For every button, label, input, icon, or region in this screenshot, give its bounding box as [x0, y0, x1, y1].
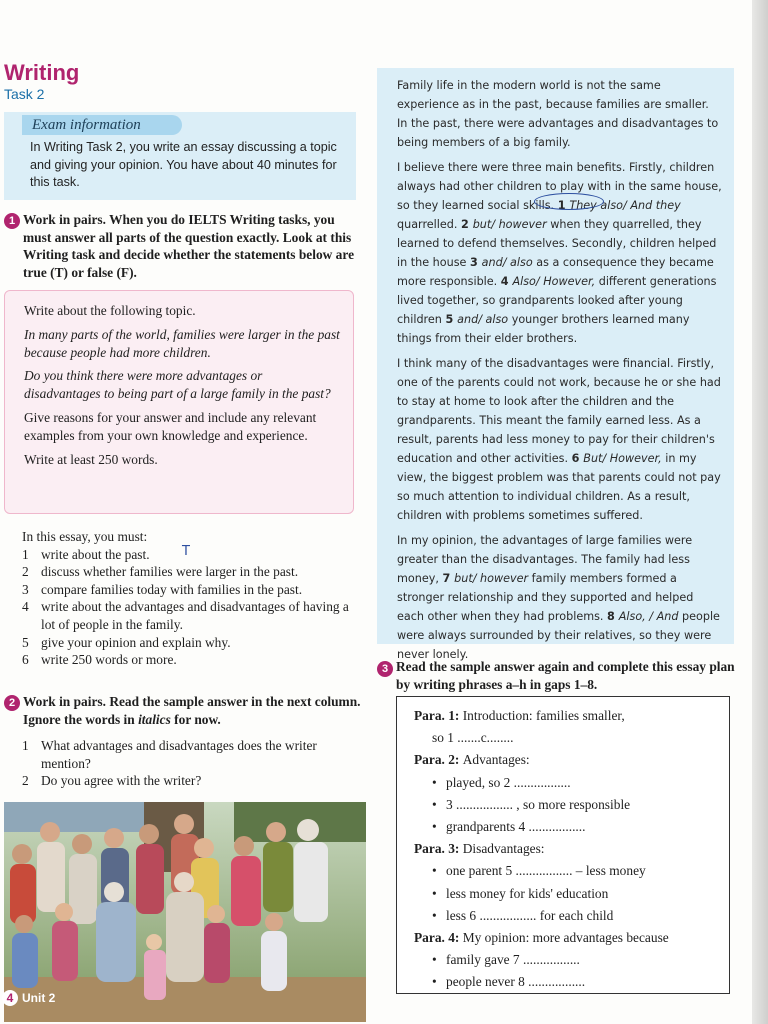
- q2-number-badge: 2: [4, 695, 20, 711]
- sample-para-2: [397, 158, 722, 348]
- task-intro: Write about the following topic.: [24, 303, 196, 318]
- sample-text-run: family members formed a stronger relationship and they supported and helped each other when they had problems.: [397, 572, 694, 623]
- statement-item: [22, 598, 362, 633]
- statement-number: 3: [22, 581, 29, 597]
- essay-plan: [414, 705, 724, 994]
- sample-text-run: quarrelled.: [397, 218, 461, 231]
- gap-number: 6: [571, 452, 584, 465]
- task-words: Write at least 250 words.: [24, 451, 158, 467]
- gap-number: 7: [442, 572, 455, 585]
- sample-text-run: when they quarrelled, they learned to defend themselves. Secondly, children helped in the house: [397, 218, 717, 269]
- page-number: 4: [2, 990, 18, 1006]
- section-title: Writing: [4, 60, 80, 85]
- sample-text-run: I think many of the disadvantages were financial. Firstly, one of the parents could not work, because he or she had to stay at home to look after the children and the grandparents. This meant the family earned less. As a result, parents had less money to pay for their children's education and other activities.: [397, 357, 721, 465]
- statement-text: discuss whether families were larger in the past.: [41, 564, 299, 580]
- plan-bullet: • family gave 7 .................: [428, 949, 724, 971]
- statement-item: [22, 651, 362, 669]
- q2-questions: [22, 737, 352, 790]
- q2-question-item: [22, 772, 352, 790]
- plan-para-label: Para. 3:: [414, 841, 463, 857]
- statement-number: 2: [22, 564, 29, 580]
- plan-bullet: • less 6 ................. for each child: [428, 905, 724, 927]
- statement-text: write 250 words or more.: [41, 652, 177, 668]
- sample-para-3: [397, 354, 722, 525]
- sample-answer-text: [397, 76, 722, 670]
- statement-text: compare families today with families in the past.: [41, 581, 303, 597]
- task-question: Do you think there were more advantages or disadvantages to being part of a large family in the past?: [24, 368, 331, 402]
- sample-text-run: younger brothers learned many things from their elder brothers.: [397, 313, 690, 345]
- italic-connector: but/ however: [454, 572, 529, 585]
- statement-item: [22, 563, 362, 581]
- plan-continuation: so 1 .......c........: [432, 730, 514, 746]
- pen-circle-mark: [534, 193, 604, 210]
- family-photo: [4, 802, 366, 1022]
- q2-question-text: What advantages and disadvantages does the writer mention?: [41, 738, 317, 771]
- italic-connector: Also, / And: [618, 610, 679, 623]
- q2-question-number: 1: [22, 738, 29, 753]
- plan-para-text: Disadvantages:: [462, 841, 545, 857]
- exam-info-text: In Writing Task 2, you write an essay discussing a topic and giving your opinion. You have about 40 minutes for this task.: [30, 140, 337, 189]
- q3-instruction: Read the sample answer again and complete this essay plan by writing phrases a–h in gaps 1–8.: [396, 659, 735, 692]
- sample-para-1: Family life in the modern world is not the same experience as in the past, because families are smaller. In the past, there were advantages and disadvantages to being members of a big family.: [397, 79, 719, 149]
- gap-number: 4: [500, 275, 513, 288]
- sample-text-run: in my view, the biggest problem was that parents could not pay so much attention to individual children. As a result, children with problems sometimes suffered.: [397, 452, 721, 522]
- sample-text-run: people were always surrounded by their relatives, so they were never lonely.: [397, 610, 720, 661]
- italic-connector: but/ however: [472, 218, 547, 231]
- plan-para-row: [414, 838, 724, 860]
- plan-bullet: • 3 ................. , so more responsible: [428, 794, 724, 816]
- plan-para-text: Advantages:: [462, 752, 530, 768]
- q2-question-item: [22, 737, 352, 772]
- statement-text: write about the advantages and disadvantages of having a lot of people in the family.: [41, 599, 349, 632]
- plan-para-label: Para. 4:: [414, 930, 463, 946]
- plan-para-row: [414, 705, 724, 727]
- plan-para-row: [414, 749, 724, 771]
- italic-connector: But/ However,: [583, 452, 662, 465]
- plan-para-label: Para. 2:: [414, 752, 463, 768]
- sample-text-run: In my opinion, the advantages of large families were greater than the disadvantages. The family had less money,: [397, 534, 693, 585]
- plan-bullet: • grandparents 4 .................: [428, 816, 724, 838]
- q2-instruction: Work in pairs. Read the sample answer in the next column. Ignore the words in italics for now.: [23, 694, 361, 727]
- italic-connector: Also/ However,: [512, 275, 596, 288]
- plan-bullet: • people never 8 .................: [428, 971, 724, 993]
- statement-text: write about the past.: [41, 546, 150, 562]
- gap-number: 2: [461, 218, 473, 231]
- statements-list: [22, 546, 362, 669]
- sample-text-run: as a consequence they became more responsible.: [397, 256, 714, 288]
- section-subtitle: Task 2: [4, 86, 45, 102]
- unit-label: Unit 2: [22, 991, 56, 1005]
- gap-number: 8: [607, 610, 619, 623]
- sample-text-run: different generations lived together, so grandparents looked after young children: [397, 275, 717, 326]
- italic-connector: and/ also: [481, 256, 533, 269]
- statement-number: 1: [22, 546, 29, 562]
- task-reasons: Give reasons for your answer and include any relevant examples from your own knowledge and experience.: [24, 409, 317, 443]
- q2-question-number: 2: [22, 773, 29, 789]
- gap-number: 3: [469, 256, 482, 269]
- statement-item: [22, 546, 362, 564]
- page-edge-shadow: [752, 0, 768, 1024]
- q1-instruction: Work in pairs. When you do IELTS Writing tasks, you must answer all parts of the question exactly. Look at this Writing task and decide whether the statements below are true (T) or false (F).: [23, 212, 355, 280]
- gap-number: 1: [557, 199, 570, 212]
- q3-number-badge: 3: [377, 661, 393, 677]
- q1-number-badge: 1: [4, 213, 20, 229]
- writing-task-text: [24, 302, 340, 474]
- italic-connector: They also/ And they: [569, 199, 681, 212]
- italic-connector: and/ also: [457, 313, 509, 326]
- statement-number: 5: [22, 634, 29, 650]
- plan-para-text: My opinion: more advantages because: [462, 930, 669, 946]
- plan-bullet: • less money for kids' education: [428, 883, 724, 905]
- statement-text: give your opinion and explain why.: [41, 634, 231, 650]
- plan-para-row: [414, 927, 724, 949]
- gap-number: 5: [445, 313, 458, 326]
- statements-intro: In this essay, you must:: [22, 529, 148, 544]
- statement-item: [22, 581, 362, 599]
- sample-text-run: I believe there were three main benefits. Firstly, children always had other children to play with in the same house, so they learned social skills.: [397, 161, 722, 212]
- task-topic: In many parts of the world, families were larger in the past because people had more children.: [24, 326, 340, 360]
- sample-para-4: [397, 531, 722, 664]
- plan-bullet: • played, so 2 .................: [428, 772, 724, 794]
- statement-number: 6: [22, 652, 29, 668]
- plan-para-text: Introduction: families smaller,: [462, 708, 625, 723]
- q2-question-text: Do you agree with the writer?: [41, 773, 202, 789]
- statement-item: [22, 634, 362, 652]
- plan-bullet: • one parent 5 ................. – less money: [428, 860, 724, 882]
- statements-block: [22, 528, 362, 669]
- handwritten-answer: T: [182, 544, 190, 559]
- page-footer: [2, 990, 55, 1006]
- family-photo-illustration: [4, 802, 366, 1022]
- exam-info-label: Exam information: [22, 115, 182, 135]
- plan-para-label: Para. 1:: [414, 708, 463, 723]
- statement-number: 4: [22, 599, 29, 615]
